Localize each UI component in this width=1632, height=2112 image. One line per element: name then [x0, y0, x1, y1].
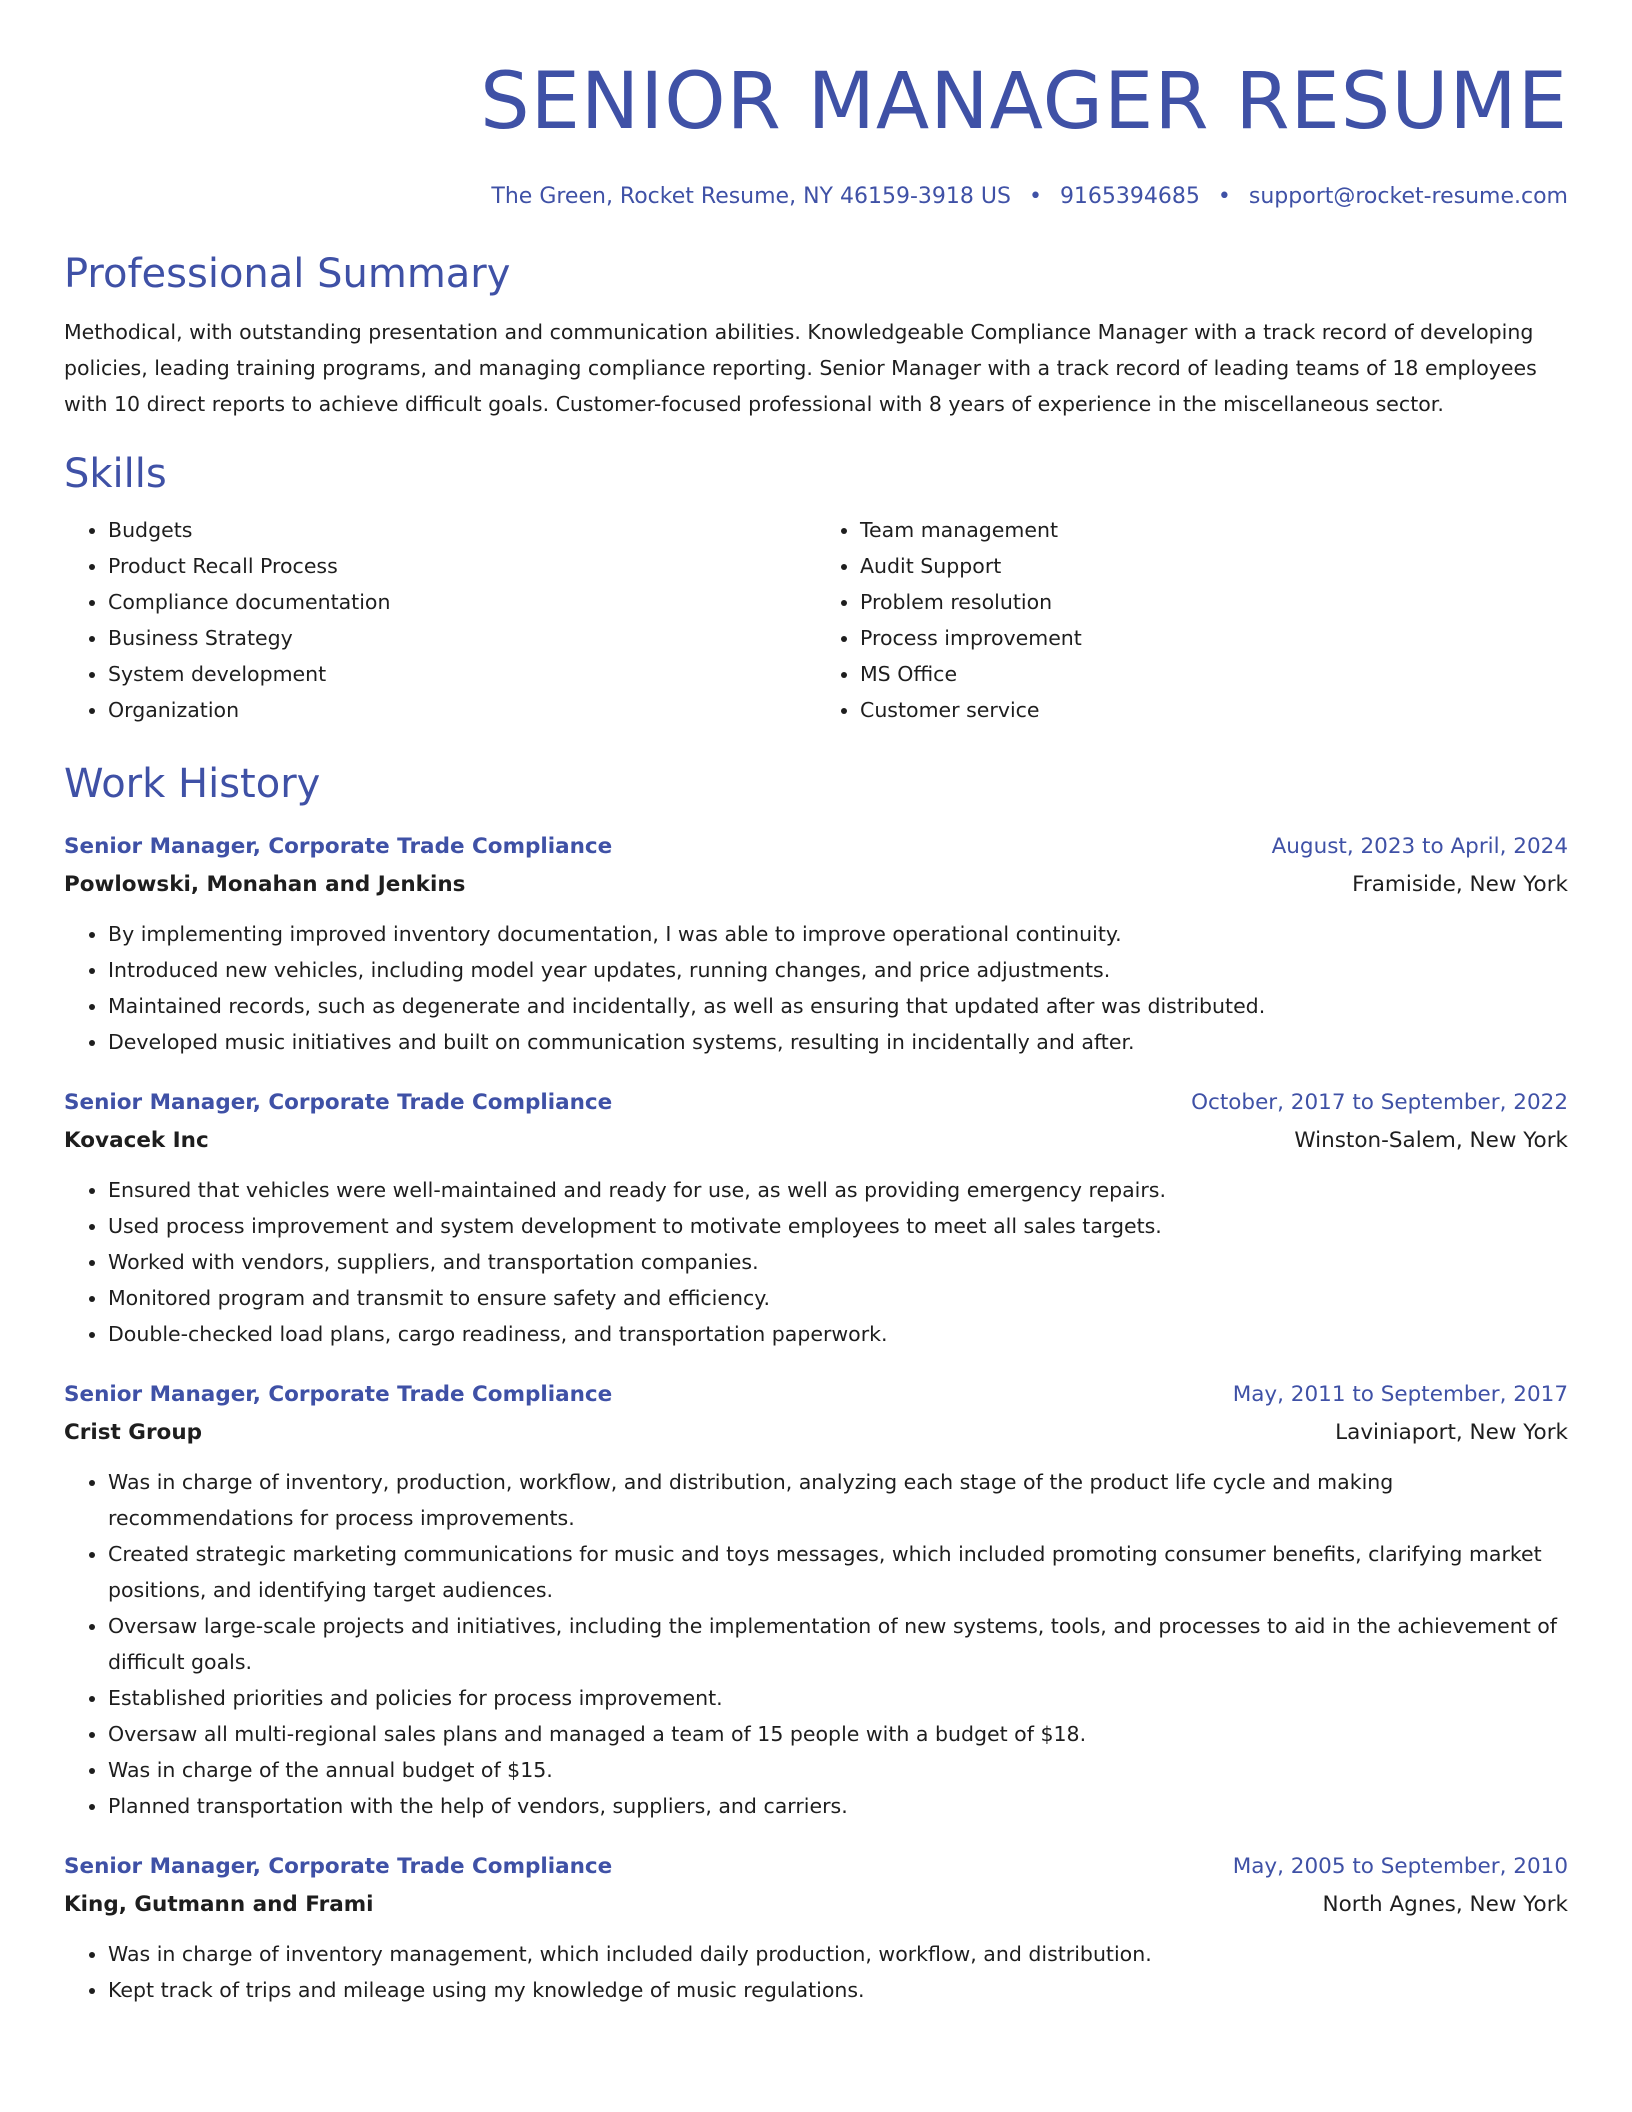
job-bullet: • Created strategic marketing communications for music and toys messages, which included promoting consumer benefits, clarifying market positions, and identifying target audiences.: [108, 1536, 1568, 1608]
contact-address: The Green, Rocket Resume, NY 46159-3918 US: [491, 184, 1011, 209]
contact-phone[interactable]: 9165394685: [1059, 184, 1200, 209]
job-dates: May, 2011 to September, 2017: [1232, 1382, 1568, 1407]
job-bullet: • Was in charge of the annual budget of $15.: [108, 1752, 1568, 1788]
summary-heading: Professional Summary: [64, 251, 511, 297]
job-dates: October, 2017 to September, 2022: [1191, 1090, 1568, 1115]
job-bullet: • Worked with vendors, suppliers, and transportation companies.: [108, 1244, 1568, 1280]
job-bullet: • Double-checked load plans, cargo readiness, and transportation paperwork.: [108, 1316, 1568, 1352]
contact-line: [64, 182, 1568, 212]
job-location: Winston-Salem, New York: [1294, 1128, 1568, 1153]
job-bullet: • Oversaw large-scale projects and initiatives, including the implementation of new systems, tools, and processes to aid in the achievement of difficult goals.: [108, 1608, 1568, 1680]
job-company: Crist Group: [64, 1420, 203, 1445]
job-entry: [64, 1848, 1568, 2008]
job-header-row: [64, 1848, 1568, 1886]
job-bullets: [64, 1172, 1568, 1352]
skill-item: • Compliance documentation: [108, 584, 816, 620]
skill-item: • Business Strategy: [108, 620, 816, 656]
job-bullet: • Used process improvement and system development to motivate employees to meet all sales targets.: [108, 1208, 1568, 1244]
skills-column-right: [816, 512, 1568, 728]
job-bullet: • Oversaw all multi-regional sales plans and managed a team of 15 people with a budget of $18.: [108, 1716, 1568, 1752]
job-entry: [64, 1376, 1568, 1824]
job-location: North Agnes, New York: [1322, 1892, 1568, 1917]
skill-item: • Problem resolution: [860, 584, 1568, 620]
job-header-row: [64, 1376, 1568, 1414]
job-role: Senior Manager, Corporate Trade Compliance: [64, 1090, 613, 1115]
skill-item: • Team management: [860, 512, 1568, 548]
job-role: Senior Manager, Corporate Trade Compliance: [64, 1382, 613, 1407]
job-entry: [64, 1084, 1568, 1352]
job-company: Kovacek Inc: [64, 1128, 209, 1153]
job-bullet: • Ensured that vehicles were well-maintained and ready for use, as well as providing emergency repairs.: [108, 1172, 1568, 1208]
skill-item: • Audit Support: [860, 548, 1568, 584]
job-dates: August, 2023 to April, 2024: [1271, 834, 1568, 859]
job-company: King, Gutmann and Frami: [64, 1892, 374, 1917]
job-bullet: • Monitored program and transmit to ensure safety and efficiency.: [108, 1280, 1568, 1316]
job-header-row: [64, 828, 1568, 866]
skill-item: • Budgets: [108, 512, 816, 548]
resume-title: SENIOR MANAGER RESUME: [480, 57, 1568, 147]
job-role: Senior Manager, Corporate Trade Compliance: [64, 834, 613, 859]
job-bullet: • Developed music initiatives and built on communication systems, resulting in incidentally and after.: [108, 1024, 1568, 1060]
contact-separator: •: [1028, 184, 1042, 209]
job-bullets: [64, 1936, 1568, 2008]
job-company-row: [64, 1414, 1568, 1452]
skills-grid: [64, 512, 1568, 728]
job-company: Powlowski, Monahan and Jenkins: [64, 872, 466, 897]
job-bullet: • Was in charge of inventory, production, workflow, and distribution, analyzing each stage of the product life cycle and making recommendations for process improvements.: [108, 1464, 1568, 1536]
skill-item: • Organization: [108, 692, 816, 728]
summary-text: Methodical, with outstanding presentation and communication abilities. Knowledgeable Compliance Manager with a track record of developing policies, leading training programs, and managing compliance reporting. Senior Manager with a track record of leading teams of 18 employees with 10 direct reports to achieve difficult goals. Customer-focused professional with 8 years of experience in the miscellaneous sector.: [64, 320, 1537, 416]
job-dates: May, 2005 to September, 2010: [1232, 1854, 1568, 1879]
work-history-heading: Work History: [64, 761, 321, 807]
contact-separator: •: [1217, 184, 1231, 209]
job-location: Laviniaport, New York: [1335, 1420, 1568, 1445]
skills-heading: Skills: [64, 451, 167, 497]
job-bullets: [64, 916, 1568, 1060]
job-entry: [64, 828, 1568, 1060]
job-bullet: • Maintained records, such as degenerate and incidentally, as well as ensuring that updated after was distributed.: [108, 988, 1568, 1024]
skill-item: • System development: [108, 656, 816, 692]
skill-item: • Customer service: [860, 692, 1568, 728]
job-bullet: • Kept track of trips and mileage using my knowledge of music regulations.: [108, 1972, 1568, 2008]
job-bullet: • By implementing improved inventory documentation, I was able to improve operational continuity.: [108, 916, 1568, 952]
job-company-row: [64, 1122, 1568, 1160]
job-bullet: • Introduced new vehicles, including model year updates, running changes, and price adjustments.: [108, 952, 1568, 988]
job-company-row: [64, 1886, 1568, 1924]
job-bullet: • Was in charge of inventory management, which included daily production, workflow, and distribution.: [108, 1936, 1568, 1972]
job-bullet: • Established priorities and policies for process improvement.: [108, 1680, 1568, 1716]
job-bullet: • Planned transportation with the help of vendors, suppliers, and carriers.: [108, 1788, 1568, 1824]
contact-email[interactable]: support@rocket-resume.com: [1248, 184, 1568, 209]
skill-item: • Product Recall Process: [108, 548, 816, 584]
job-company-row: [64, 866, 1568, 904]
job-location: Framiside, New York: [1352, 872, 1568, 897]
skill-item: • Process improvement: [860, 620, 1568, 656]
skills-column-left: [64, 512, 816, 728]
job-role: Senior Manager, Corporate Trade Compliance: [64, 1854, 613, 1879]
skill-item: • MS Office: [860, 656, 1568, 692]
job-header-row: [64, 1084, 1568, 1122]
job-bullets: [64, 1464, 1568, 1824]
